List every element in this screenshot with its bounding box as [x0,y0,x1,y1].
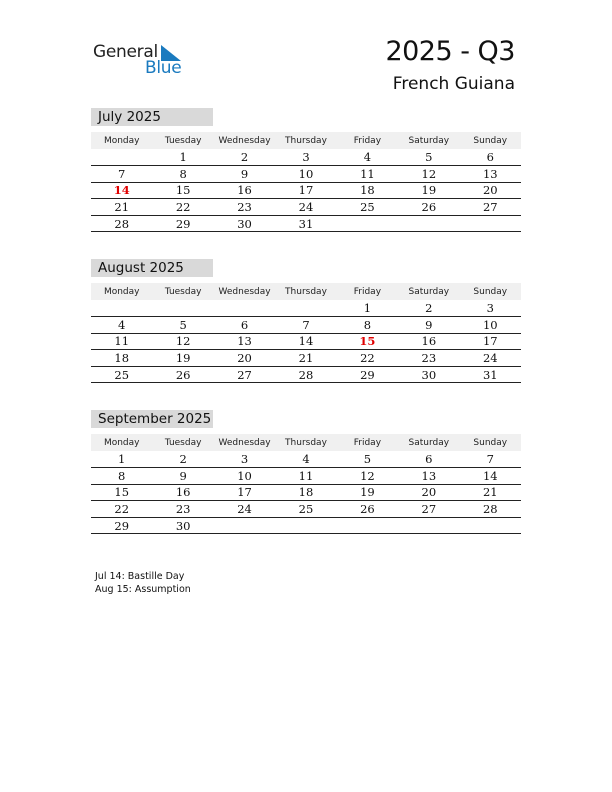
day-cell: 22 [91,501,152,518]
empty-day-cell [398,215,459,232]
week-row [91,484,521,501]
day-cell: 8 [152,166,213,183]
weekday-header: Friday [337,283,398,300]
holiday-day-cell: 15 [337,333,398,350]
month-calendar [91,434,521,534]
weekday-header: Tuesday [152,132,213,149]
day-cell: 1 [91,451,152,468]
day-cell: 10 [275,166,336,183]
weekday-header-row [91,434,521,451]
day-cell: 25 [91,366,152,383]
weekday-header-row [91,132,521,149]
day-cell: 29 [91,517,152,534]
day-cell: 20 [398,484,459,501]
day-cell: 26 [152,366,213,383]
empty-day-cell [460,215,521,232]
day-cell: 24 [214,501,275,518]
day-cell: 5 [398,149,459,166]
day-cell: 7 [275,317,336,334]
day-cell: 11 [337,166,398,183]
logo-text-general: General [93,42,158,62]
week-row [91,517,521,534]
day-cell: 22 [152,199,213,216]
week-row [91,182,521,199]
month-block-september [91,410,521,534]
month-block-july [91,108,521,232]
week-row [91,166,521,183]
day-cell: 8 [337,317,398,334]
day-cell: 13 [214,333,275,350]
day-cell: 14 [275,333,336,350]
holiday-notes [95,570,191,596]
day-cell: 1 [152,149,213,166]
empty-day-cell [460,517,521,534]
day-cell: 9 [398,317,459,334]
day-cell: 31 [460,366,521,383]
weekday-header-row [91,283,521,300]
month-block-august [91,259,521,383]
day-cell: 3 [214,451,275,468]
week-row [91,215,521,232]
day-cell: 16 [214,182,275,199]
day-cell: 6 [398,451,459,468]
empty-day-cell [275,517,336,534]
day-cell: 6 [214,317,275,334]
day-cell: 2 [214,149,275,166]
weekday-header: Saturday [398,283,459,300]
day-cell: 19 [337,484,398,501]
day-cell: 17 [214,484,275,501]
day-cell: 6 [460,149,521,166]
day-cell: 11 [91,333,152,350]
empty-day-cell [152,300,213,317]
day-cell: 17 [460,333,521,350]
day-cell: 28 [275,366,336,383]
weekday-header: Sunday [460,434,521,451]
day-cell: 4 [91,317,152,334]
day-cell: 23 [152,501,213,518]
day-cell: 10 [214,468,275,485]
day-cell: 17 [275,182,336,199]
day-cell: 21 [91,199,152,216]
day-cell: 27 [460,199,521,216]
week-row [91,451,521,468]
day-cell: 29 [152,215,213,232]
day-cell: 22 [337,350,398,367]
day-cell: 30 [152,517,213,534]
day-cell: 4 [337,149,398,166]
week-row [91,317,521,334]
weekday-header: Thursday [275,434,336,451]
day-cell: 26 [337,501,398,518]
day-cell: 19 [152,350,213,367]
day-cell: 2 [398,300,459,317]
day-cell: 30 [398,366,459,383]
day-cell: 12 [398,166,459,183]
day-cell: 27 [398,501,459,518]
day-cell: 4 [275,451,336,468]
day-cell: 16 [152,484,213,501]
week-row [91,468,521,485]
week-row [91,149,521,166]
empty-day-cell [91,300,152,317]
weekday-header: Sunday [460,283,521,300]
day-cell: 16 [398,333,459,350]
empty-day-cell [214,300,275,317]
empty-day-cell [275,300,336,317]
weekday-header: Wednesday [214,434,275,451]
weekday-header: Friday [337,132,398,149]
day-cell: 18 [91,350,152,367]
day-cell: 3 [275,149,336,166]
day-cell: 25 [275,501,336,518]
holiday-note: Aug 15: Assumption [95,584,191,595]
day-cell: 3 [460,300,521,317]
weekday-header: Monday [91,132,152,149]
day-cell: 14 [460,468,521,485]
weekday-header: Saturday [398,132,459,149]
empty-day-cell [214,517,275,534]
month-title: September 2025 [91,410,213,428]
weekday-header: Monday [91,434,152,451]
day-cell: 18 [337,182,398,199]
day-cell: 28 [460,501,521,518]
day-cell: 21 [460,484,521,501]
page-title: 2025 - Q3 [385,36,515,67]
day-cell: 2 [152,451,213,468]
day-cell: 31 [275,215,336,232]
week-row [91,300,521,317]
day-cell: 18 [275,484,336,501]
day-cell: 20 [214,350,275,367]
month-title: July 2025 [91,108,213,126]
day-cell: 19 [398,182,459,199]
month-title: August 2025 [91,259,213,277]
day-cell: 21 [275,350,336,367]
weekday-header: Friday [337,434,398,451]
day-cell: 12 [337,468,398,485]
day-cell: 23 [398,350,459,367]
weekday-header: Tuesday [152,283,213,300]
month-calendar [91,132,521,232]
page-subtitle: French Guiana [392,74,515,94]
day-cell: 13 [398,468,459,485]
day-cell: 7 [460,451,521,468]
week-row [91,199,521,216]
day-cell: 7 [91,166,152,183]
week-row [91,333,521,350]
day-cell: 5 [337,451,398,468]
day-cell: 25 [337,199,398,216]
day-cell: 9 [152,468,213,485]
weekday-header: Thursday [275,283,336,300]
day-cell: 10 [460,317,521,334]
day-cell: 29 [337,366,398,383]
weekday-header: Wednesday [214,283,275,300]
day-cell: 23 [214,199,275,216]
day-cell: 28 [91,215,152,232]
day-cell: 15 [91,484,152,501]
weekday-header: Sunday [460,132,521,149]
holiday-note: Jul 14: Bastille Day [95,571,185,582]
day-cell: 8 [91,468,152,485]
logo-text-blue: Blue [145,58,182,78]
day-cell: 13 [460,166,521,183]
day-cell: 15 [152,182,213,199]
day-cell: 27 [214,366,275,383]
weekday-header: Thursday [275,132,336,149]
day-cell: 26 [398,199,459,216]
weekday-header: Monday [91,283,152,300]
generalblue-logo [93,42,193,80]
day-cell: 9 [214,166,275,183]
day-cell: 11 [275,468,336,485]
week-row [91,501,521,518]
day-cell: 5 [152,317,213,334]
empty-day-cell [91,149,152,166]
month-calendar [91,283,521,383]
weekday-header: Wednesday [214,132,275,149]
day-cell: 20 [460,182,521,199]
empty-day-cell [398,517,459,534]
day-cell: 12 [152,333,213,350]
weekday-header: Saturday [398,434,459,451]
empty-day-cell [337,517,398,534]
weekday-header: Tuesday [152,434,213,451]
day-cell: 30 [214,215,275,232]
day-cell: 24 [275,199,336,216]
holiday-day-cell: 14 [91,182,152,199]
empty-day-cell [337,215,398,232]
week-row [91,366,521,383]
day-cell: 24 [460,350,521,367]
week-row [91,350,521,367]
day-cell: 1 [337,300,398,317]
